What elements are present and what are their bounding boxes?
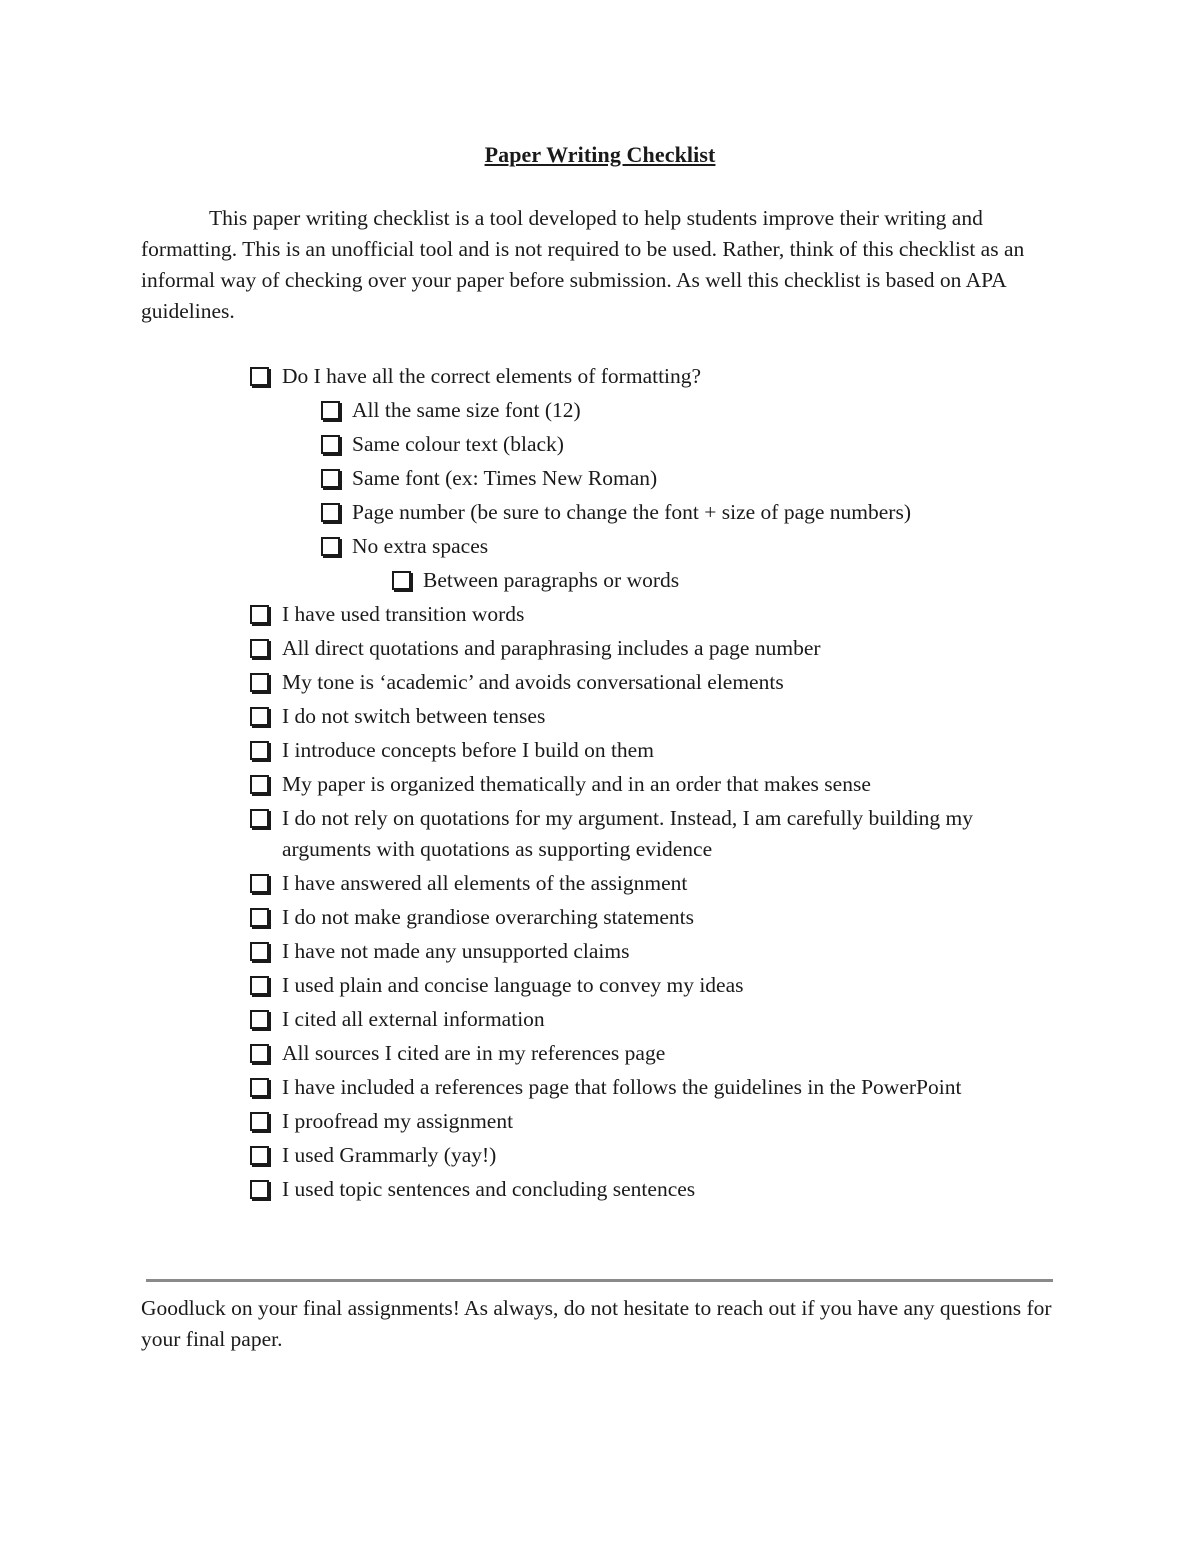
checkbox-icon: [250, 908, 269, 927]
checklist-item-label: I do not rely on quotations for my argument. Instead, I am carefully building my arguments with quotations as supporting evidence: [282, 806, 974, 861]
checklist-item: [0, 868, 1200, 899]
checklist-item-label: I do not make grandiose overarching statements: [282, 905, 694, 929]
checklist-item-label: All sources I cited are in my references page: [282, 1041, 666, 1065]
checklist-item-label: Between paragraphs or words: [423, 568, 680, 592]
checklist-item: [0, 497, 1200, 528]
checklist-item-label: I used Grammarly (yay!): [282, 1143, 497, 1167]
checkbox-icon: [321, 537, 340, 556]
checkbox-icon: [250, 874, 269, 893]
checklist-item: [0, 361, 1200, 392]
checklist-item: [0, 902, 1200, 933]
checkbox-icon: [250, 942, 269, 961]
checklist-item: [0, 531, 1200, 562]
checkbox-icon: [250, 1180, 269, 1199]
checkbox-icon: [250, 367, 269, 386]
checklist-item-label: I have included a references page that follows the guidelines in the PowerPoint: [282, 1075, 962, 1099]
checkbox-icon: [321, 401, 340, 420]
checklist-item-label: I cited all external information: [282, 1007, 545, 1031]
checkbox-icon: [250, 741, 269, 760]
checklist-item: [0, 735, 1200, 766]
checklist-item-label: I do not switch between tenses: [282, 704, 546, 728]
checklist-item-label: All the same size font (12): [352, 398, 581, 422]
checkbox-icon: [250, 1078, 269, 1097]
horizontal-divider: [146, 1279, 1053, 1282]
checkbox-icon: [250, 1044, 269, 1063]
checklist-item-label: I have used transition words: [282, 602, 525, 626]
checkbox-icon: [321, 469, 340, 488]
checklist-item: [0, 803, 1057, 865]
checklist-item: [0, 429, 1200, 460]
checklist-item: [0, 565, 1200, 596]
checklist-item-label: I used topic sentences and concluding sentences: [282, 1177, 696, 1201]
checkbox-icon: [250, 673, 269, 692]
checklist-item: [0, 1106, 1200, 1137]
checkbox-icon: [250, 639, 269, 658]
checklist-item-label: I used plain and concise language to convey my ideas: [282, 973, 744, 997]
document-title: Paper Writing Checklist: [484, 142, 716, 167]
checklist: [0, 361, 1200, 1208]
checkbox-icon: [250, 605, 269, 624]
intro-paragraph: This paper writing checklist is a tool developed to help students improve their writing and formatting. This is an unofficial tool and is not required to be used. Rather, think of this checklist as an informal way of checking over your paper before submission. As well this checklist is based on APA guidelines.: [141, 206, 1025, 323]
checklist-item: [0, 970, 1200, 1001]
checklist-item: [0, 633, 1200, 664]
checkbox-icon: [250, 1146, 269, 1165]
checklist-item: [0, 1174, 1200, 1205]
checklist-item: [0, 599, 1200, 630]
checklist-item: [0, 1038, 1200, 1069]
checklist-item: [0, 936, 1200, 967]
checkbox-icon: [321, 435, 340, 454]
checklist-item: [0, 1072, 1200, 1103]
checklist-item: [0, 395, 1200, 426]
checklist-item-label: Same colour text (black): [352, 432, 564, 456]
checklist-item-label: My tone is ‘academic’ and avoids conversational elements: [282, 670, 784, 694]
checklist-item-label: I have not made any unsupported claims: [282, 939, 630, 963]
checklist-item: [0, 769, 1200, 800]
checklist-item-label: I proofread my assignment: [282, 1109, 514, 1133]
checklist-item-label: My paper is organized thematically and in an order that makes sense: [282, 772, 871, 796]
checkbox-icon: [250, 775, 269, 794]
checklist-item-label: I have answered all elements of the assignment: [282, 871, 688, 895]
checklist-item-label: I introduce concepts before I build on them: [282, 738, 654, 762]
checkbox-icon: [392, 571, 411, 590]
checkbox-icon: [250, 1010, 269, 1029]
checkbox-icon: [250, 976, 269, 995]
checklist-item: [0, 1140, 1200, 1171]
checklist-item-label: All direct quotations and paraphrasing includes a page number: [282, 636, 821, 660]
checklist-item: [0, 1004, 1200, 1035]
checklist-item: [0, 667, 1200, 698]
checklist-item-label: Same font (ex: Times New Roman): [352, 466, 658, 490]
checkbox-icon: [250, 707, 269, 726]
checkbox-icon: [321, 503, 340, 522]
checklist-item-label: Do I have all the correct elements of formatting?: [282, 364, 702, 388]
checklist-item-label: No extra spaces: [352, 534, 489, 558]
checklist-item: [0, 701, 1200, 732]
closing-paragraph: Goodluck on your final assignments! As always, do not hesitate to reach out if you have any questions for your final paper.: [141, 1296, 1052, 1351]
checklist-item: [0, 463, 1200, 494]
checkbox-icon: [250, 809, 269, 828]
checklist-item-label: Page number (be sure to change the font + size of page numbers): [352, 500, 911, 524]
checkbox-icon: [250, 1112, 269, 1131]
